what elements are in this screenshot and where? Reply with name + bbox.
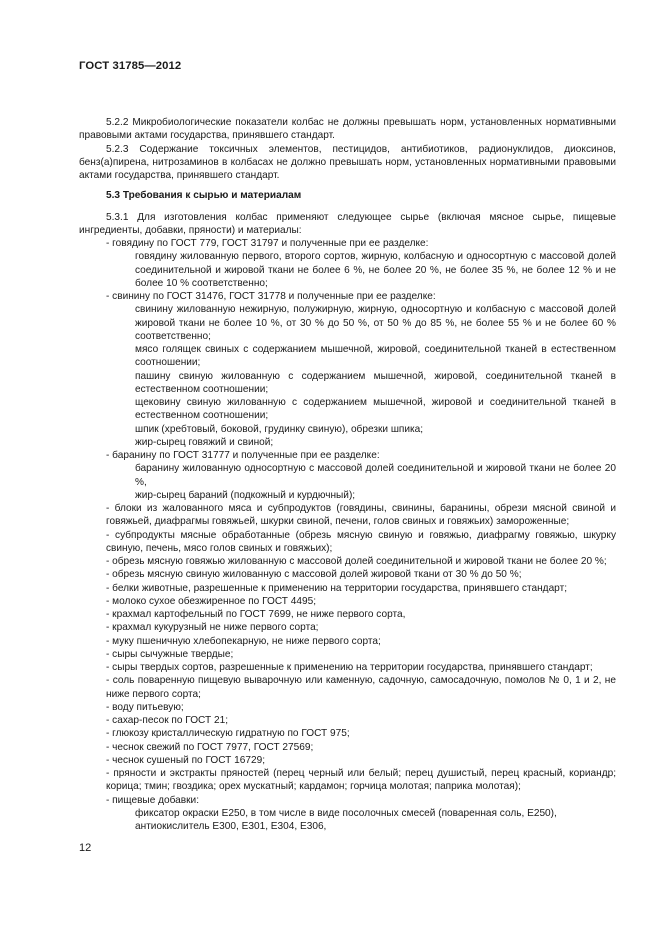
list-item: - свинину по ГОСТ 31476, ГОСТ 31778 и полученные при ее разделке: bbox=[106, 291, 436, 302]
sub-list-item: баранину жилованную односортную с массовой долей соединительной и жировой ткани не более 20 %, bbox=[135, 463, 616, 488]
list-item: - муку пшеничную хлебопекарную, не ниже первого сорта; bbox=[106, 635, 381, 647]
list-item: - воду питьевую; bbox=[106, 701, 184, 713]
list-item: - блоки из жалованного мяса и субпродуктов (говядины, свинины, баранины, обрези мясной свиной и говяжьей, диафрагмы говяжьей, шкурки свиной, печени, голов свиных и говяжьих) замороженные; bbox=[106, 503, 616, 528]
sub-list-item: жир-сырец говяжий и свиной; bbox=[135, 436, 274, 448]
document-body bbox=[79, 116, 616, 833]
sub-list-item: свинину жилованную нежирную, полужирную, жирную, односортную и колбасную с массовой долей жировой ткани не более 10 %, от 30 % до 50 %, от 50 % до 85 %, не более 55 % и не более 60 % соответственно; bbox=[135, 304, 616, 342]
list-item: - чеснок свежий по ГОСТ 7977, ГОСТ 27569; bbox=[106, 741, 314, 753]
raw-materials-list bbox=[79, 237, 616, 833]
list-item: - сыры сычужные твердые; bbox=[106, 648, 234, 660]
sub-list-item: щековину свиную жилованную с содержанием мышечной, жировой и соединительной тканей в естественном соотношении; bbox=[135, 397, 616, 422]
sub-list-item: жир-сырец бараний (подкожный и курдючный); bbox=[135, 489, 356, 501]
list-item: - крахмал кукурузный не ниже первого сорта; bbox=[106, 622, 319, 634]
list-item: - сахар-песок по ГОСТ 21; bbox=[106, 715, 229, 726]
sub-list-item: антиокислитель Е300, Е301, Е304, Е306, bbox=[135, 821, 327, 832]
paragraph-5-2-2: 5.2.2 Микробиологические показатели колбас не должны превышать норм, установленных нормативными правовыми актами государства, принявшего стандарт. bbox=[79, 117, 616, 142]
paragraph-5-3-1: 5.3.1 Для изготовления колбас применяют следующее сырье (включая мясное сырье, пищевые ингредиенты, добавки, пряности) и материалы: bbox=[79, 211, 616, 236]
list-item: - соль поваренную пищевую выварочную или каменную, садочную, самосадочную, помолов № 0, 1 и 2, не ниже первого сорта; bbox=[106, 675, 616, 700]
page-number: 12 bbox=[79, 842, 92, 854]
sub-list-item: пашину свиную жилованную с содержанием мышечной, жировой, соединительной тканей в естественном соотношении; bbox=[135, 370, 616, 395]
list-item: - молоко сухое обезжиренное по ГОСТ 4495; bbox=[106, 595, 317, 607]
list-item: - обрезь мясную говяжью жилованную с массовой долей соединительной и жировой ткани не более 20 %; bbox=[106, 556, 607, 567]
list-item: - обрезь мясную свиную жилованную с массовой долей жировой ткани от 30 % до 50 %; bbox=[106, 569, 522, 581]
document-code-header: ГОСТ 31785—2012 bbox=[79, 60, 182, 72]
list-item: - сыры твердых сортов, разрешенные к применению на территории государства, принявшего стандарт; bbox=[106, 662, 593, 673]
section-heading-5-3: 5.3 Требования к сырью и материалам bbox=[106, 190, 302, 202]
list-item: - субпродукты мясные обработанные (обрезь мясную свиную и говяжью, диафрагму говяжью, шкурку свиную, печень, мясо голов свиных и говяжьих); bbox=[106, 529, 616, 554]
list-item: - говядину по ГОСТ 779, ГОСТ 31797 и полученные при ее разделке: bbox=[106, 238, 429, 249]
list-item: - белки животные, разрешенные к применению на территории государства, принявшего стандарт; bbox=[106, 582, 567, 594]
list-item: - пряности и экстракты пряностей (перец черный или белый; перец душистый, перец красный, кориандр; корица; тмин; гвоздика; орех мускатный; кардамон; горчица молотая; паприка молотая); bbox=[106, 768, 616, 793]
list-item: - чеснок сушеный по ГОСТ 16729; bbox=[106, 754, 266, 766]
list-item: - глюкозу кристаллическую гидратную по ГОСТ 975; bbox=[106, 728, 350, 740]
sub-list-item: шпик (хребтовый, боковой, грудинку свиную), обрезки шпика; bbox=[135, 423, 424, 435]
sub-list-item: фиксатор окраски Е250, в том числе в виде посолочных смесей (поваренная соль, Е250), bbox=[135, 807, 557, 819]
list-item: - баранину по ГОСТ 31777 и полученные при ее разделке: bbox=[106, 450, 380, 461]
paragraph-5-2-3: 5.2.3 Содержание токсичных элементов, пестицидов, антибиотиков, радионуклидов, диоксинов, бенз(а)пирена, нитрозаминов в колбасах не должно превышать норм, установленных нормативными правовыми актами государства, принявшего стандарт. bbox=[79, 143, 616, 181]
sub-list-item: мясо голящек свиных с содержанием мышечной, жировой, соединительной тканей в естественном соотношении; bbox=[135, 344, 616, 369]
list-item: - крахмал картофельный по ГОСТ 7699, не ниже первого сорта, bbox=[106, 609, 406, 620]
sub-list-item: говядину жилованную первого, второго сортов, жирную, колбасную и односортную с массовой долей соединительной и жировой ткани не более 6 %, не более 20 %, не более 35 %, не более 12 % и не более 10 % соответственно; bbox=[135, 251, 616, 289]
list-item: - пищевые добавки: bbox=[106, 794, 199, 806]
